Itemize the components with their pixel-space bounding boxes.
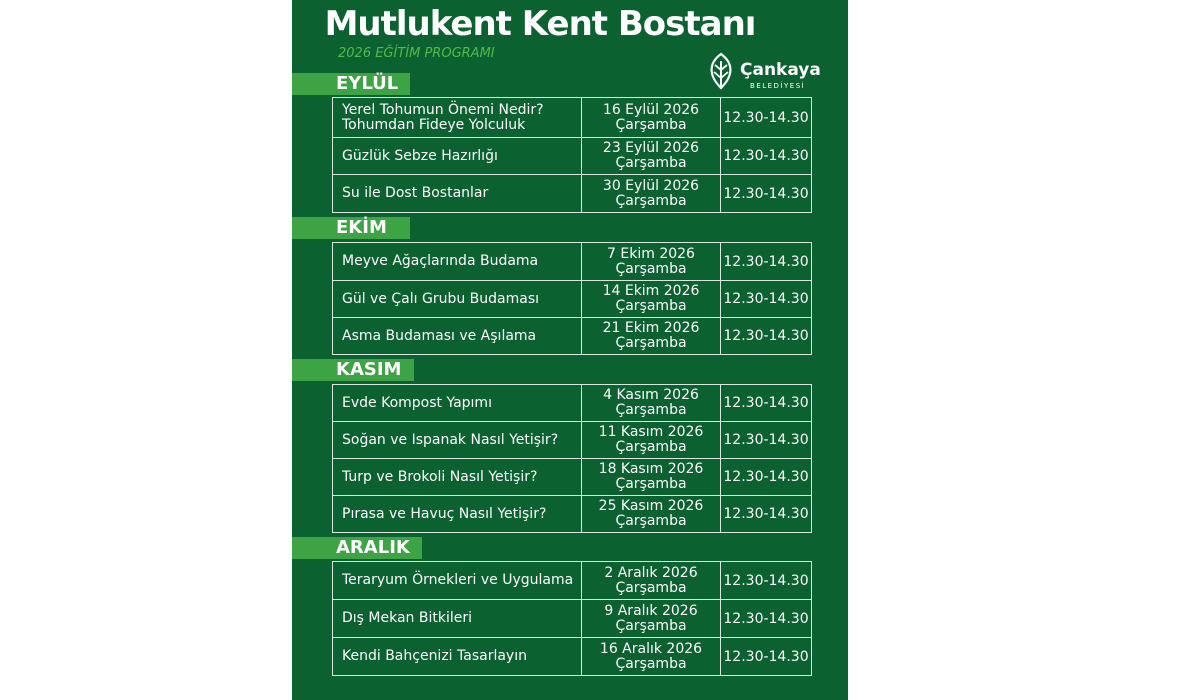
topic-cell: Dış Mekan Bitkileri — [333, 600, 582, 638]
day-text: Çarşamba — [615, 617, 687, 634]
time-cell: 12.30-14.30 — [721, 422, 812, 459]
date-text: 11 Kasım 2026 — [598, 424, 704, 440]
table-row — [333, 385, 812, 422]
date-cell — [582, 459, 721, 496]
topic-cell: Soğan ve Ispanak Nasıl Yetişir? — [333, 422, 582, 459]
table-row — [333, 459, 812, 496]
table-row — [333, 138, 812, 175]
day-text: Çarşamba — [615, 192, 687, 209]
month-band-aralik: ARALIK — [292, 537, 422, 559]
topic-cell: Yerel Tohumun Önemi Nedir? Tohumdan Fideye Yolculuk — [333, 98, 582, 138]
day-text: Çarşamba — [615, 402, 687, 418]
time-cell: 12.30-14.30 — [721, 98, 812, 138]
schedule-table-aralik — [332, 561, 812, 676]
day-text: Çarşamba — [615, 655, 687, 672]
date-text: 18 Kasım 2026 — [598, 461, 704, 477]
topic-cell: Evde Kompost Yapımı — [333, 385, 582, 422]
schedule-table-ekim — [332, 242, 812, 355]
table-row — [333, 496, 812, 533]
date-cell — [582, 385, 721, 422]
date-text: 2 Aralık 2026 — [604, 564, 698, 581]
table-row — [333, 422, 812, 459]
date-text: 9 Aralık 2026 — [604, 602, 698, 619]
day-text: Çarşamba — [615, 335, 687, 351]
table-row — [333, 243, 812, 281]
logo-name: Çankaya — [740, 60, 821, 80]
day-text: Çarşamba — [615, 155, 687, 171]
month-band-eylul: EYLÜL — [292, 73, 410, 95]
date-cell — [582, 422, 721, 459]
topic-cell: Kendi Bahçenizi Tasarlayın — [333, 638, 582, 676]
day-text: Çarşamba — [615, 579, 687, 596]
date-text: 25 Kasım 2026 — [598, 498, 704, 514]
table-row — [333, 281, 812, 318]
date-cell — [582, 496, 721, 533]
date-cell — [582, 318, 721, 355]
date-text: 16 Aralık 2026 — [599, 640, 703, 657]
topic-cell: Meyve Ağaçlarında Budama — [333, 243, 582, 281]
topic-cell: Asma Budaması ve Aşılama — [333, 318, 582, 355]
date-cell — [582, 138, 721, 175]
date-text: 30 Eylül 2026 — [602, 177, 700, 194]
time-cell: 12.30-14.30 — [721, 459, 812, 496]
month-band-ekim: EKİM — [292, 217, 410, 239]
month-band-kasim: KASIM — [292, 359, 414, 381]
table-row — [333, 562, 812, 600]
date-text: 21 Ekim 2026 — [602, 320, 700, 336]
topic-cell: Turp ve Brokoli Nasıl Yetişir? — [333, 459, 582, 496]
day-text: Çarşamba — [615, 513, 687, 529]
leaf-icon — [706, 52, 736, 92]
date-cell — [582, 562, 721, 600]
topic-cell: Gül ve Çalı Grubu Budaması — [333, 281, 582, 318]
time-cell: 12.30-14.30 — [721, 175, 812, 213]
poster — [292, 0, 848, 700]
date-cell — [582, 175, 721, 213]
date-cell — [582, 600, 721, 638]
date-text: 16 Eylül 2026 — [602, 101, 700, 118]
table-row — [333, 638, 812, 676]
topic-cell: Güzlük Sebze Hazırlığı — [333, 138, 582, 175]
schedule-table-kasim — [332, 384, 812, 533]
time-cell: 12.30-14.30 — [721, 600, 812, 638]
date-text: 4 Kasım 2026 — [603, 387, 699, 403]
municipality-logo — [706, 50, 826, 94]
day-text: Çarşamba — [615, 439, 687, 455]
subtitle: 2026 EĞİTİM PROGRAMI — [338, 46, 495, 61]
day-text: Çarşamba — [615, 298, 687, 314]
time-cell: 12.30-14.30 — [721, 638, 812, 676]
table-row — [333, 318, 812, 355]
date-cell — [582, 243, 721, 281]
table-row — [333, 175, 812, 213]
page-title: Mutlukent Kent Bostanı — [324, 4, 756, 44]
time-cell: 12.30-14.30 — [721, 281, 812, 318]
time-cell: 12.30-14.30 — [721, 318, 812, 355]
date-cell — [582, 98, 721, 138]
day-text: Çarşamba — [615, 116, 687, 133]
time-cell: 12.30-14.30 — [721, 496, 812, 533]
date-cell — [582, 638, 721, 676]
topic-cell: Pırasa ve Havuç Nasıl Yetişir? — [333, 496, 582, 533]
date-cell — [582, 281, 721, 318]
table-row — [333, 98, 812, 138]
time-cell: 12.30-14.30 — [721, 562, 812, 600]
topic-cell: Su ile Dost Bostanlar — [333, 175, 582, 213]
date-text: 7 Ekim 2026 — [607, 245, 695, 262]
time-cell: 12.30-14.30 — [721, 138, 812, 175]
day-text: Çarşamba — [615, 476, 687, 492]
topic-cell: Teraryum Örnekleri ve Uygulama — [333, 562, 582, 600]
date-text: 23 Eylül 2026 — [602, 140, 700, 156]
date-text: 14 Ekim 2026 — [602, 283, 700, 299]
time-cell: 12.30-14.30 — [721, 243, 812, 281]
table-row — [333, 600, 812, 638]
day-text: Çarşamba — [615, 260, 687, 277]
time-cell: 12.30-14.30 — [721, 385, 812, 422]
schedule-table-eylul — [332, 97, 812, 213]
logo-subtitle: BELEDİYESİ — [750, 82, 806, 90]
